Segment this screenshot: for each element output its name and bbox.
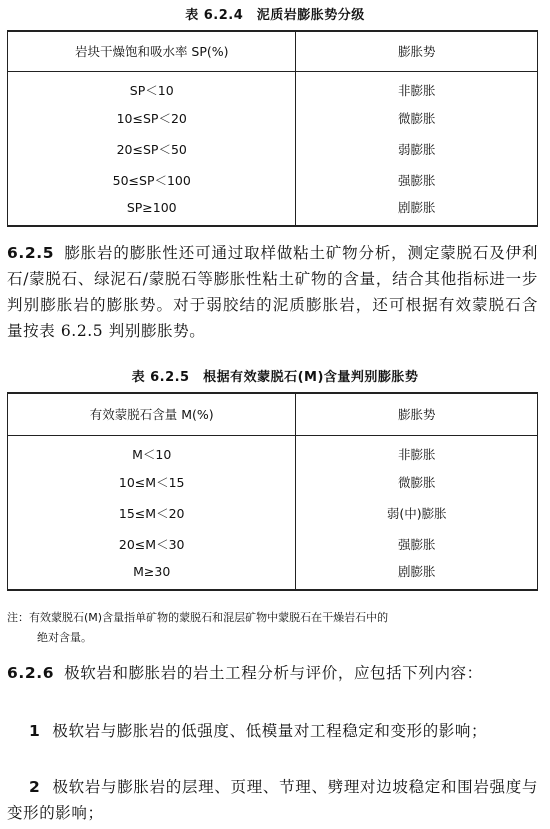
clause-number: 6.2.5 (7, 244, 55, 262)
table-cell: 50≤SP＜100 (8, 164, 296, 195)
table-cell: 20≤SP＜50 (8, 133, 296, 164)
table-header-cell: 有效蒙脱石含量 M(%) (8, 393, 296, 435)
clause-text: 极软岩和膨胀岩的岩土工程分析与评价，应包括下列内容： (64, 664, 483, 682)
table-header-cell: 膨胀势 (296, 31, 538, 71)
item-text: 极软岩与膨胀岩的层理、页理、节理、劈理对边坡稳定和围岩强度与变形的影响； (7, 778, 538, 822)
note-line: 注：有效蒙脱石(M)含量指单矿物的蒙脱石和混层矿物中蒙脱石在干燥岩石中的 (7, 611, 389, 624)
table-cell: M≥30 (8, 559, 296, 590)
table-cell: M＜10 (8, 435, 296, 466)
table-cell: 非膨胀 (296, 71, 538, 102)
table-cell: 强膨胀 (296, 164, 538, 195)
table-6-2-5-title: 表 6.2.5 根据有效蒙脱石(M)含量判别膨胀势 (131, 370, 419, 385)
table-row (8, 528, 538, 559)
table-row (8, 466, 538, 497)
item-number: 2 (29, 778, 41, 796)
clause-6-2-6 (7, 660, 538, 686)
table-row (8, 195, 538, 226)
table-cell: 弱膨胀 (296, 133, 538, 164)
table-cell: 微膨胀 (296, 102, 538, 133)
table-row (8, 497, 538, 528)
note-line: 绝对含量。 (37, 631, 92, 644)
table-header-cell: 岩块干燥饱和吸水率 SP(%) (8, 31, 296, 71)
item-number: 1 (29, 722, 41, 740)
table-row (8, 559, 538, 590)
table-cell: SP＜10 (8, 71, 296, 102)
clause-number: 6.2.6 (7, 664, 55, 682)
table-cell: 强膨胀 (296, 528, 538, 559)
table-row (8, 164, 538, 195)
table-cell: 10≤SP＜20 (8, 102, 296, 133)
clause-6-2-5 (7, 240, 538, 350)
table-header-cell: 膨胀势 (296, 393, 538, 435)
table-6-2-5 (7, 392, 538, 591)
table-cell: 弱(中)膨胀 (296, 497, 538, 528)
list-item (7, 718, 538, 744)
table-row (8, 71, 538, 102)
table-cell: 10≤M＜15 (8, 466, 296, 497)
table-note (7, 608, 538, 648)
item-text: 极软岩与膨胀岩的低强度、低模量对工程稳定和变形的影响； (52, 722, 488, 740)
table-cell: SP≥100 (8, 195, 296, 226)
table-cell: 剧膨胀 (296, 195, 538, 226)
table-cell: 20≤M＜30 (8, 528, 296, 559)
clause-text: 膨胀岩的膨胀性还可通过取样做粘土矿物分析，测定蒙脱石及伊利石/蒙脱石、绿泥石/蒙脱石等膨胀性粘土矿物的含量，结合其他指标进一步判别膨胀岩的膨胀势。对于弱胶结的泥质膨胀岩，还可根据有效蒙脱石含量按表 6.2.5 判别膨胀势。 (7, 244, 538, 340)
list-item (7, 774, 538, 826)
table-6-2-4 (7, 30, 538, 227)
table-cell: 15≤M＜20 (8, 497, 296, 528)
table-row (8, 102, 538, 133)
table-cell: 微膨胀 (296, 466, 538, 497)
table-row (8, 435, 538, 466)
table-cell: 非膨胀 (296, 435, 538, 466)
table-6-2-4-title: 表 6.2.4 泥质岩膨胀势分级 (185, 8, 365, 23)
table-row (8, 133, 538, 164)
table-cell: 剧膨胀 (296, 559, 538, 590)
